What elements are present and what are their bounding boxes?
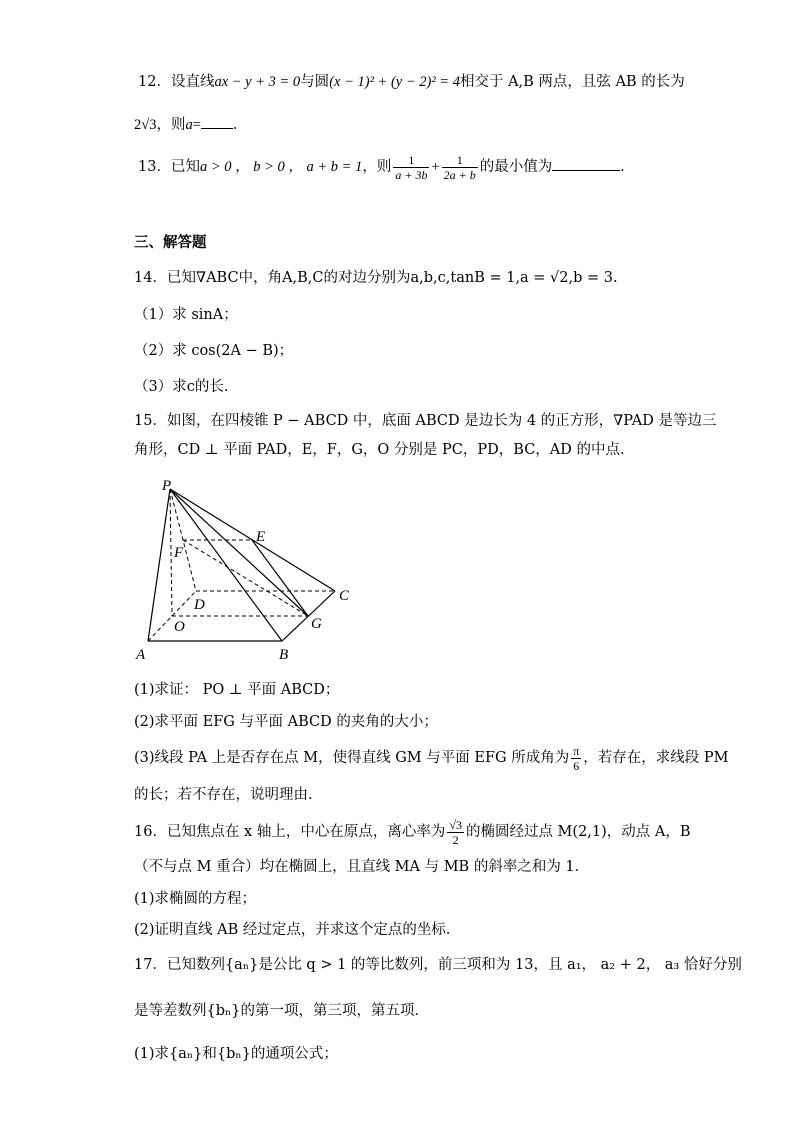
q17-part1: (1)求{aₙ}和{bₙ}的通项公式； — [134, 1046, 338, 1062]
q12-prefix: 12．设直线 — [138, 74, 215, 90]
label-G: G — [311, 616, 322, 632]
q12-var: a — [185, 117, 193, 133]
q14-part3: （3）求c的长. — [134, 379, 229, 395]
q13-then: ，则 — [362, 159, 392, 175]
q12-line-equation: ax − y + 3 = 0 — [214, 74, 301, 90]
q17-stem-line2: 是等差数列{bₙ}的第一项，第三项，第五项． — [134, 1003, 430, 1019]
q12-answer-blank[interactable] — [201, 114, 233, 129]
hidden-edge-PO — [170, 489, 172, 616]
q12-end: . — [232, 117, 238, 133]
edge-EG — [252, 540, 308, 616]
q13-fraction-1: $\frac{1}{a + 3b}$ — [395, 152, 428, 182]
edge-BC — [282, 591, 335, 641]
q14-part2: （2）求 cos(2A − B)； — [134, 343, 294, 359]
q15-angle-fraction: $\frac{\pi}{6}$ — [573, 743, 580, 773]
label-C: C — [339, 588, 350, 604]
q13-end: ． — [620, 159, 635, 175]
q14-part1: （1）求 sinA； — [134, 307, 238, 323]
q15-part2: (2)求平面 EFG 与平面 ABCD 的夹角的大小； — [134, 714, 438, 730]
q13-plus: + — [431, 159, 440, 175]
q16-stem-line2: （不与点 M 重合）均在椭圆上，且直线 MA 与 MB 的斜率之和为 1． — [134, 859, 590, 875]
q15-stem-line1: 15．如图，在四棱锥 P − ABCD 中，底面 ABCD 是边长为 4 的正方形，∇PAD 是等边三 — [134, 413, 717, 429]
q13-suffix: 的最小值为 — [479, 159, 553, 175]
q17-stem-line1: 17．已知数列{aₙ}是公比 q > 1 的等比数列，前三项和为 13，且 a₁， a₂ + 2， a₃ 恰好分别 — [134, 957, 742, 973]
q12-mid: 与圆 — [300, 74, 330, 90]
q13-answer-blank[interactable] — [552, 156, 620, 171]
pyramid-figure — [130, 475, 360, 665]
q13-conditions: a > 0 ， b > 0 ， a + b = 1 — [199, 159, 363, 175]
q16-stem-a: 16．已知焦点在 x 轴上，中心在原点，离心率为 — [134, 824, 446, 840]
q12-line1 — [138, 72, 685, 92]
q15-part1: (1)求证： PO ⊥ 平面 ABCD； — [134, 682, 340, 698]
q15-part3-b: ，若存在，求线段 PM — [583, 750, 729, 766]
q16-part1: (1)求椭圆的方程； — [134, 891, 257, 907]
q12-eq: = — [192, 117, 201, 133]
label-P: P — [162, 478, 172, 494]
section-title: 三、解答题 — [134, 235, 207, 251]
q12-line2 — [134, 114, 238, 135]
edge-PG — [170, 489, 308, 616]
q14-stem: 14．已知∇ABC中，角A,B,C的对边分别为a,b,c,tanB = 1,a = √2,b = 3. — [134, 270, 618, 286]
q12-then: ，则 — [156, 117, 186, 133]
label-F: F — [174, 545, 184, 561]
q13-prefix: 13．已知 — [138, 159, 200, 175]
label-E: E — [256, 529, 266, 545]
q16-stem-line1 — [134, 814, 691, 850]
q16-eccentricity-fraction: $\frac{√3}{2}$ — [449, 817, 462, 847]
q16-part2: (2)证明直线 AB 经过定点，并求这个定点的坐标． — [134, 922, 461, 938]
q12-suffix: 相交于 A,B 两点，且弦 AB 的长为 — [459, 74, 685, 90]
q15-stem-line2: 角形，CD ⊥ 平面 PAD，E，F，G，O 分别是 PC，PD，BC，AD 的中点. — [134, 442, 625, 458]
edge-PB — [170, 489, 282, 641]
q12-circle-equation: (x − 1)² + (y − 2)² = 4 — [329, 74, 460, 90]
q15-part3-line1 — [134, 740, 729, 776]
q16-stem-b: 的椭圆经过点 M(2,1)，动点 A，B — [465, 824, 691, 840]
q13-fraction-2: $\frac{1}{2a + b}$ — [443, 152, 476, 182]
q15-part3-line2: 的长；若不存在，说明理由. — [134, 787, 313, 803]
q12-chord-length: 2√3 — [134, 117, 157, 133]
label-A: A — [136, 647, 146, 663]
q13-line — [138, 150, 635, 184]
edge-PA — [148, 489, 170, 641]
label-O: O — [174, 619, 185, 635]
q15-part3-a: (3)线段 PA 上是否存在点 M，使得直线 GM 与平面 EFG 所成角为 — [134, 750, 570, 766]
label-D: D — [194, 597, 205, 613]
label-B: B — [279, 647, 289, 663]
